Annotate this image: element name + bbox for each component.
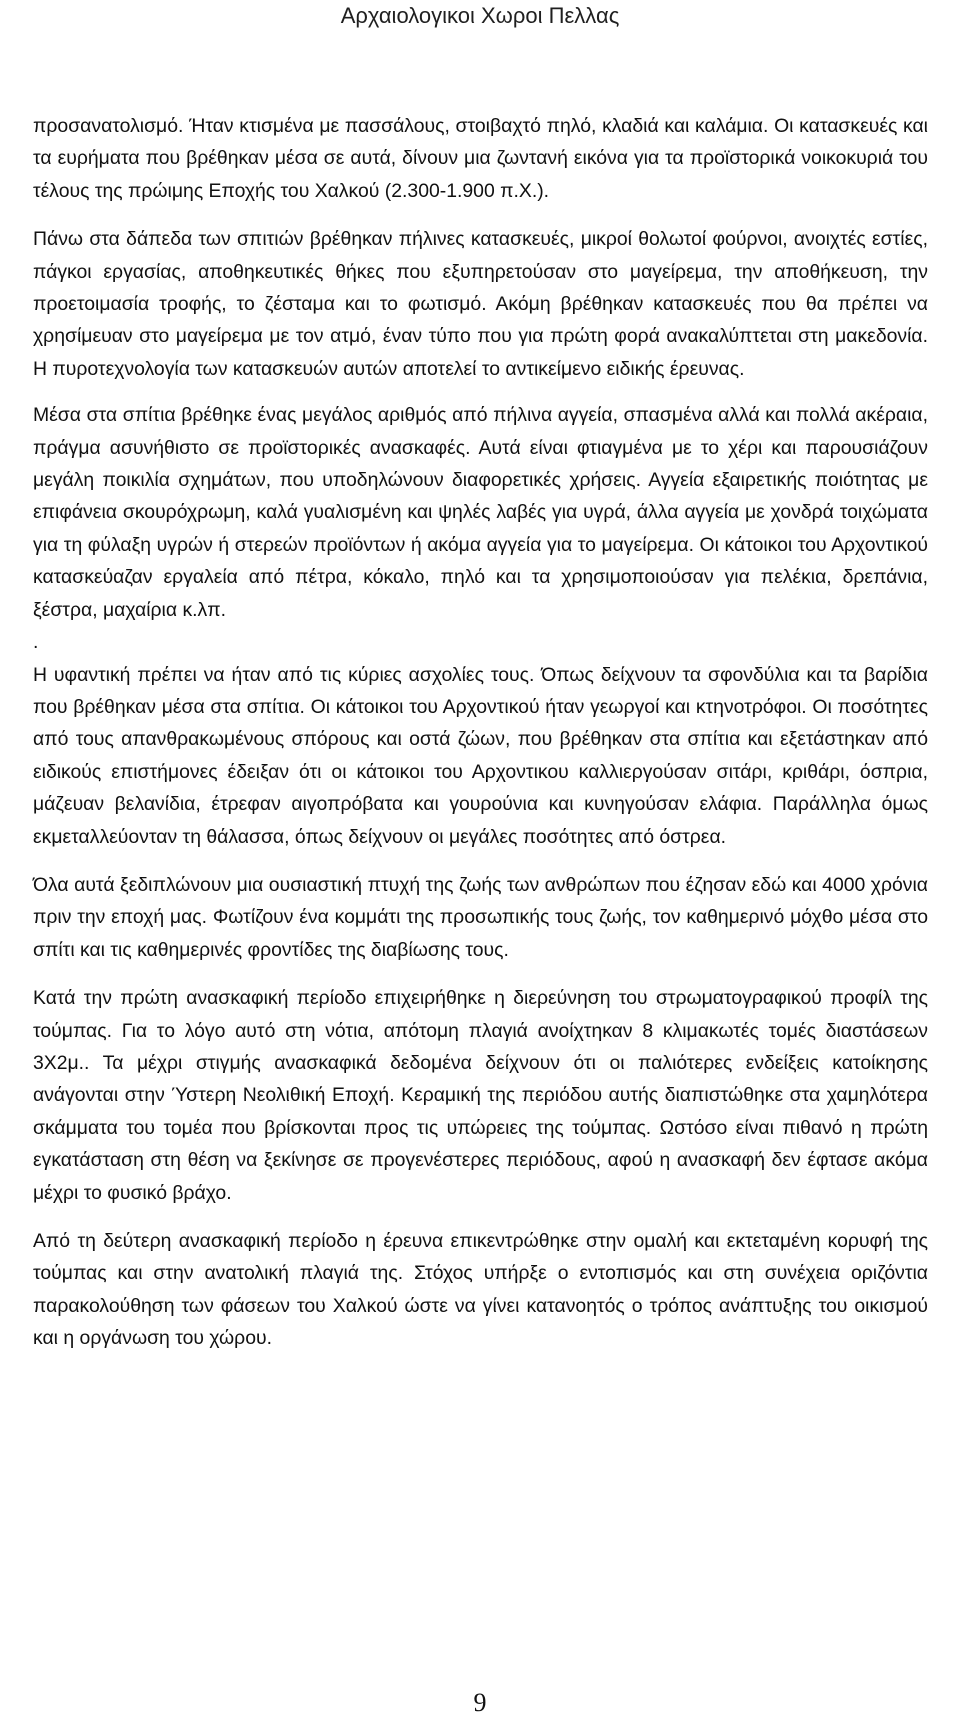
page-number: 9 — [473, 1688, 487, 1717]
paragraph-second-season: Από τη δεύτερη ανασκαφική περίοδο η έρευνα επικεντρώθηκε στην ομαλή και εκτεταμένη κορυφή της τούμπας και στην ανατολική πλαγιά της. Στόχος υπήρξε ο εντοπισμός και στη συνέχεια οριζόντια παρακολούθηση των φάσεων του Χαλκού ώστε να γίνει κατανοητός ο τρόπος ανάπτυξης του οικισμού και η οργάνωση του χώρου. — [33, 1230, 928, 1350]
paragraph-intro-houses: προσανατολισμό. Ήταν κτισμένα με πασσάλους, στοιβαχτό πηλό, κλαδιά και καλάμια. Οι κατασκευές και τα ευρήματα που βρέθηκαν μέσα σε αυτά, δίνουν μια ζωντανή εικόνα για τα προϊστορικά νοικοκυριά του τέλους της πρώιμης Εποχής του Χαλκού (2.300-1.900 π.Χ.). — [33, 115, 928, 202]
document-body — [33, 110, 928, 1355]
stray-period: . — [33, 631, 39, 654]
paragraph-weaving-farming: Η υφαντική πρέπει να ήταν από τις κύριες ασχολίες τους. Όπως δείχνουν τα σφονδύλια και τα βαρίδια που βρέθηκαν μέσα στα σπίτια. Οι κάτοικοι του Αρχοντικού ήταν γεωργοί και κτηνοτρόφοι. Οι ποσότητες από τους απανθρακωμένους σπόρους και οστά ζώων, που βρέθηκαν στα σπίτια και εξετάστηκαν από ειδικούς επιστήμονες έδειξαν ότι οι κάτοικοι του Αρχοντικου καλλιεργούσαν σιτάρι, κριθάρι, όσπρια, μάζευαν βελανίδια, έτρεφαν αιγοπρόβατα και γουρούνια και κυνηγούσαν ελάφια. Παράλληλα όμως εκμεταλλεύονταν τη θάλασσα, όπως δείχνουν οι μεγάλες ποσότητες από όστρεα. — [33, 663, 928, 848]
paragraph-first-season: Κατά την πρώτη ανασκαφική περίοδο επιχειρήθηκε η διερεύνηση του στρωματογραφικού προφίλ της τούμπας. Για το λόγο αυτό στη νότια, απότομη πλαγιά ανοίχτηκαν 8 κλιμακωτές τομές διαστάσεων 3Χ2μ.. Τα μέχρι στιγμής ανασκαφικά δεδομένα δείχνουν ότι οι παλιότερες ενδείξεις κατοίκησης ανάγονται στην Ύστερη Νεολιθική Εποχή. Κεραμική της περιόδου αυτής διαπιστώθηκε στα χαμηλότερα σκάμματα του τομέα που βρίσκονται προς τις υπώρειες της τούμπας. Ωστόσο είναι πιθανό η πρώτη εγκατάσταση στη θέση να ξεκίνησε σε προγενέστερες περιόδους, αφού η ανασκαφή δεν έφτασε ακόμα μέχρι το φυσικό βράχο. — [33, 987, 928, 1204]
document-header-title: Αρχαιολογικοι Χωροι Πελλας — [340, 3, 620, 28]
paragraph-pottery-tools: Μέσα στα σπίτια βρέθηκε ένας μεγάλος αριθμός από πήλινα αγγεία, σπασμένα αλλά και πολλά ακέραια, πράγμα ασυνήθιστο σε προϊστορικές ανασκαφές. Αυτά είναι φτιαγμένα με το χέρι και παρουσιάζουν μεγάλη ποικιλία σχημάτων, που υποδηλώνουν διαφορετικές χρήσεις. Αγγεία εξαιρετικής ποιότητας με επιφάνεια σκουρόχρωμη, καλά γυαλισμένη και ψηλές λαβές για υγρά, άλλα αγγεία με χονδρά τοιχώματα για τη φύλαξη υγρών ή στερεών προϊόντων ή ακόμα αγγεία για το μαγείρεμα. Οι κάτοικοι του Αρχοντικού κατασκεύαζαν εργαλεία από πέτρα, κόκαλο, πηλό και τα χρησιμοποιούσαν για πελέκια, δρεπάνια, ξέστρα, μαχαίρια κ.λπ. — [33, 404, 928, 621]
paragraph-floor-structures: Πάνω στα δάπεδα των σπιτιών βρέθηκαν πήλινες κατασκευές, μικροί θολωτοί φούρνοι, ανοιχτές εστίες, πάγκοι εργασίας, αποθηκευτικές θήκες που εξυπηρετούσαν στο μαγείρεμα, την αποθήκευση, την προετοιμασία τροφής, το ζέσταμα και το φωτισμό. Ακόμη βρέθηκαν κατασκευές που θα πρέπει να χρησίμευαν στο μαγείρεμα με τον ατμό, έναν τύπο που για πρώτη φορά ανακαλύπτεται στη μακεδονία. Η πυροτεχνολογία των κατασκευών αυτών αποτελεί το αντικείμενο ειδικής έρευνας. — [33, 228, 928, 380]
paragraph-daily-life: Όλα αυτά ξεδιπλώνουν μια ουσιαστική πτυχή της ζωής των ανθρώπων που έζησαν εδώ και 4000 χρόνια πριν την εποχή μας. Φωτίζουν ένα κομμάτι της προσωπικής τους ζωής, τον καθημερινό μόχθο μέσα στο σπίτι και τις καθημερινές φροντίδες της διαβίωσης τους. — [33, 873, 928, 961]
